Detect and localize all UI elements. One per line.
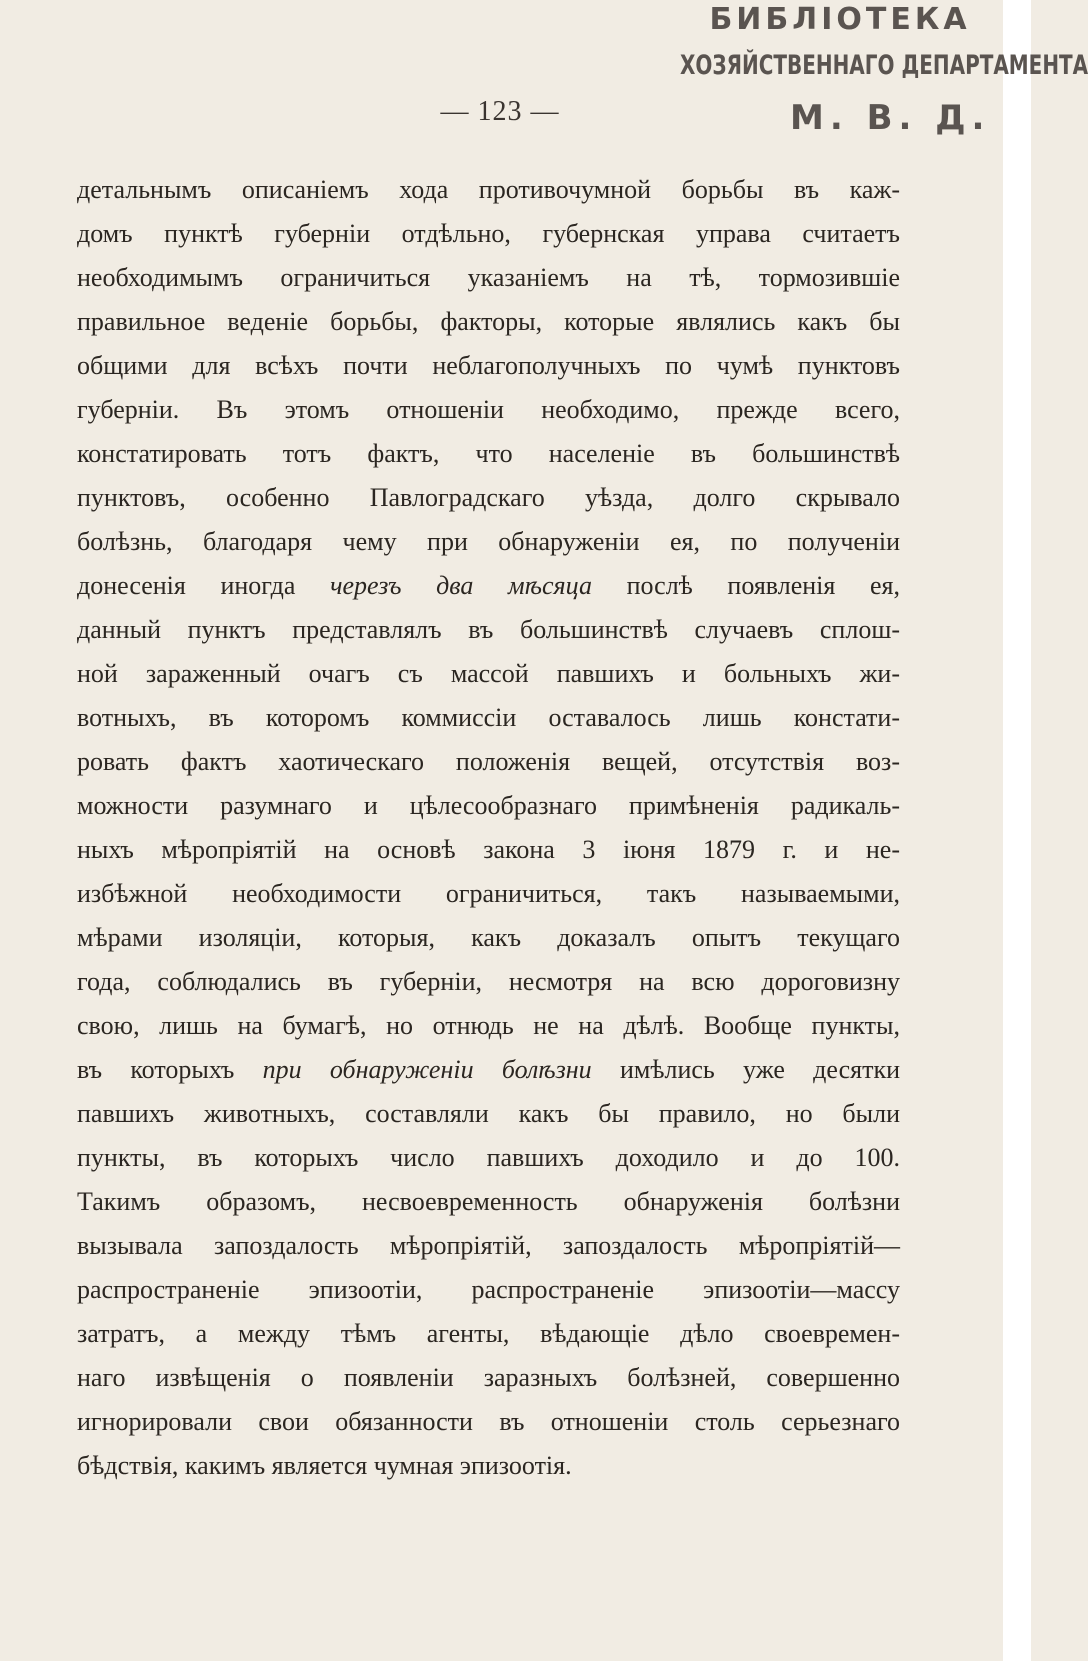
text-segment: затратъ, а между тѣмъ агенты, вѣдающіе дѣло своевремен-	[77, 1319, 900, 1348]
text-segment: вотныхъ, въ которомъ коммиссіи оставалось лишь констати-	[77, 703, 900, 732]
body-text	[77, 168, 900, 1488]
text-segment: года, соблюдались въ губерніи, несмотря на всю дороговизну	[77, 967, 900, 996]
text-segment: болѣзнь, благодаря чему при обнаруженіи ея, по полученіи	[77, 527, 900, 556]
text-segment: необходимымъ ограничиться указаніемъ на тѣ, тормозившіе	[77, 263, 900, 292]
text-segment: можности разумнаго и цѣлесообразнаго примѣненія радикаль-	[77, 791, 900, 820]
text-line	[77, 520, 900, 564]
text-line	[77, 872, 900, 916]
text-segment: домъ пунктѣ губерніи отдѣльно, губернская управа считаетъ	[77, 219, 900, 248]
italic-phrase: черезъ два мѣсяца	[330, 571, 592, 600]
text-segment: игнорировали свои обязанности въ отношеніи столь серьезнаго	[77, 1407, 900, 1436]
text-segment: павшихъ животныхъ, составляли какъ бы правило, но были	[77, 1099, 900, 1128]
text-segment: общими для всѣхъ почти неблагополучныхъ по чумѣ пунктовъ	[77, 351, 900, 380]
stamp-line-department: ХОЗЯЙСТВЕННАГО ДЕПАРТАМЕНТА	[680, 50, 1088, 81]
text-line	[77, 916, 900, 960]
text-segment: ныхъ мѣропріятій на основѣ закона 3 іюня 1879 г. и не-	[77, 835, 900, 864]
text-line	[77, 740, 900, 784]
text-line	[77, 1180, 900, 1224]
text-segment: мѣрами изоляціи, которыя, какъ доказалъ опытъ текущаго	[77, 923, 900, 952]
text-segment: данный пунктъ представлялъ въ большинствѣ случаевъ сплош-	[77, 615, 900, 644]
text-segment: детальнымъ описаніемъ хода противочумной борьбы въ каж-	[77, 175, 900, 204]
page-number: — 123 —	[440, 96, 560, 127]
text-line	[77, 1224, 900, 1268]
page-edge	[1003, 0, 1031, 1661]
text-segment: вызывала запоздалость мѣропріятій, запоздалость мѣропріятій—	[77, 1231, 900, 1260]
text-segment: ровать фактъ хаотическаго положенія вещей, отсутствія воз-	[77, 747, 900, 776]
text-line	[77, 696, 900, 740]
text-segment: въ которыхъ	[77, 1055, 263, 1084]
text-segment: свою, лишь на бумагѣ, но отнюдь не на дѣлѣ. Вообще пункты,	[77, 1011, 900, 1040]
text-segment: пунктовъ, особенно Павлоградскаго уѣзда, долго скрывало	[77, 483, 900, 512]
text-line	[77, 828, 900, 872]
text-segment: ной зараженный очагъ съ массой павшихъ и больныхъ жи-	[77, 659, 900, 688]
text-line	[77, 1268, 900, 1312]
text-line	[77, 1004, 900, 1048]
text-segment: бѣдствія, какимъ является чумная эпизоотія.	[77, 1451, 572, 1480]
text-line	[77, 652, 900, 696]
text-line	[77, 432, 900, 476]
text-line	[77, 300, 900, 344]
text-line	[77, 1444, 900, 1488]
text-line	[77, 212, 900, 256]
stamp-line-ministry: М. В. Д.	[790, 98, 991, 138]
text-segment: послѣ появленія ея,	[591, 571, 900, 600]
text-line	[77, 1136, 900, 1180]
text-line	[77, 1048, 900, 1092]
text-segment: донесенія иногда	[77, 571, 331, 600]
text-line	[77, 256, 900, 300]
text-segment: избѣжной необходимости ограничиться, такъ называемыми,	[77, 879, 900, 908]
text-segment: Такимъ образомъ, несвоевременность обнаруженія болѣзни	[77, 1187, 900, 1216]
text-line	[77, 1092, 900, 1136]
text-line	[77, 784, 900, 828]
text-line	[77, 1400, 900, 1444]
text-line	[77, 1356, 900, 1400]
text-segment: губерніи. Въ этомъ отношеніи необходимо, прежде всего,	[77, 395, 900, 424]
text-line	[77, 344, 900, 388]
text-segment: распространеніе эпизоотіи, распространеніе эпизоотіи—массу	[77, 1275, 900, 1304]
text-line	[77, 476, 900, 520]
text-segment: правильное веденіе борьбы, факторы, которые являлись какъ бы	[77, 307, 900, 336]
text-line	[77, 608, 900, 652]
text-segment: пункты, въ которыхъ число павшихъ доходило и до 100.	[77, 1143, 900, 1172]
text-segment: наго извѣщенія о появленіи заразныхъ болѣзней, совершенно	[77, 1363, 900, 1392]
text-line	[77, 168, 900, 212]
library-stamp	[680, 0, 1088, 140]
text-line	[77, 564, 900, 608]
italic-phrase: при обнаруженіи болѣзни	[262, 1055, 592, 1084]
text-segment: имѣлись уже десятки	[591, 1055, 900, 1084]
text-line	[77, 1312, 900, 1356]
stamp-line-library: БИБЛІОТЕКА	[709, 2, 971, 37]
text-segment: констатировать тотъ фактъ, что населеніе въ большинствѣ	[77, 439, 900, 468]
text-line	[77, 388, 900, 432]
text-line	[77, 960, 900, 1004]
